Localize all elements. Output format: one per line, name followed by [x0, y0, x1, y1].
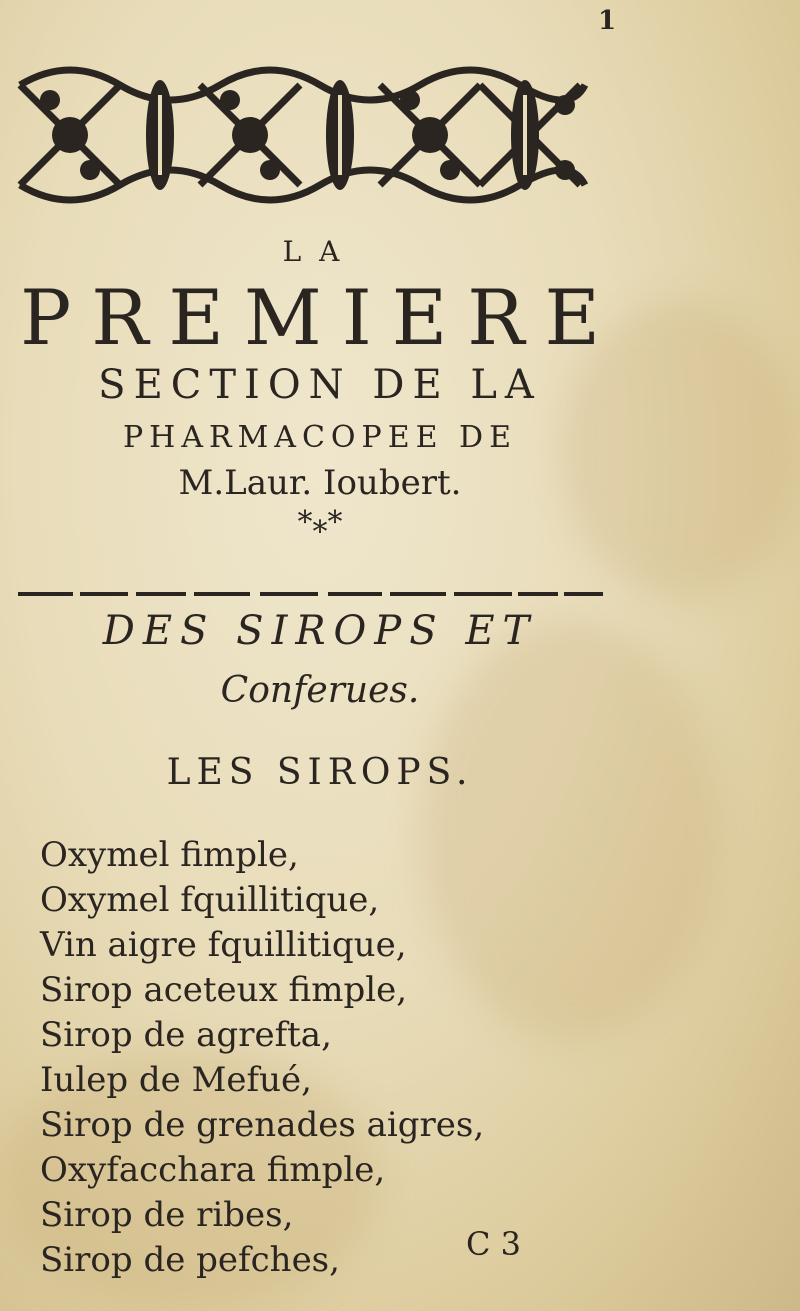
list-item: Vin aigre fquillitique,: [40, 925, 407, 965]
title-pharmacopee: PHARMACOPEE DE: [122, 420, 517, 455]
title-section: SECTION DE LA: [98, 362, 542, 408]
title-la: LA: [282, 235, 358, 268]
list-item: Sirop de agrefta,: [40, 1015, 332, 1055]
section-heading: LES SIROPS.: [166, 752, 474, 793]
list-item: Iulep de Mefué,: [40, 1060, 312, 1100]
subtitle-line-1: DES SIROPS ET: [102, 608, 538, 654]
list-item: Sirop de grenades aigres,: [40, 1105, 485, 1145]
list-item: Sirop aceteux fimple,: [40, 970, 408, 1010]
sirop-list: [40, 833, 484, 1283]
divider-rule: [18, 590, 603, 598]
asterism: *⁎*: [297, 505, 343, 540]
author-name: M.Laur. Ioubert.: [178, 463, 462, 503]
ornamental-headpiece: [10, 55, 590, 215]
subtitle-line-2: Conferues.: [220, 670, 420, 711]
list-item: Oxymel fimple,: [40, 835, 299, 875]
signature-mark: C 3: [466, 1225, 522, 1263]
page-number: 1: [598, 6, 617, 36]
list-item: Sirop de ribes,: [40, 1195, 294, 1235]
list-item: Sirop de pefches,: [40, 1240, 340, 1280]
title-premiere: PREMIERE: [20, 273, 620, 362]
list-item: Oxymel fquillitique,: [40, 880, 380, 920]
list-item: Oxyfacchara fimple,: [40, 1150, 386, 1190]
